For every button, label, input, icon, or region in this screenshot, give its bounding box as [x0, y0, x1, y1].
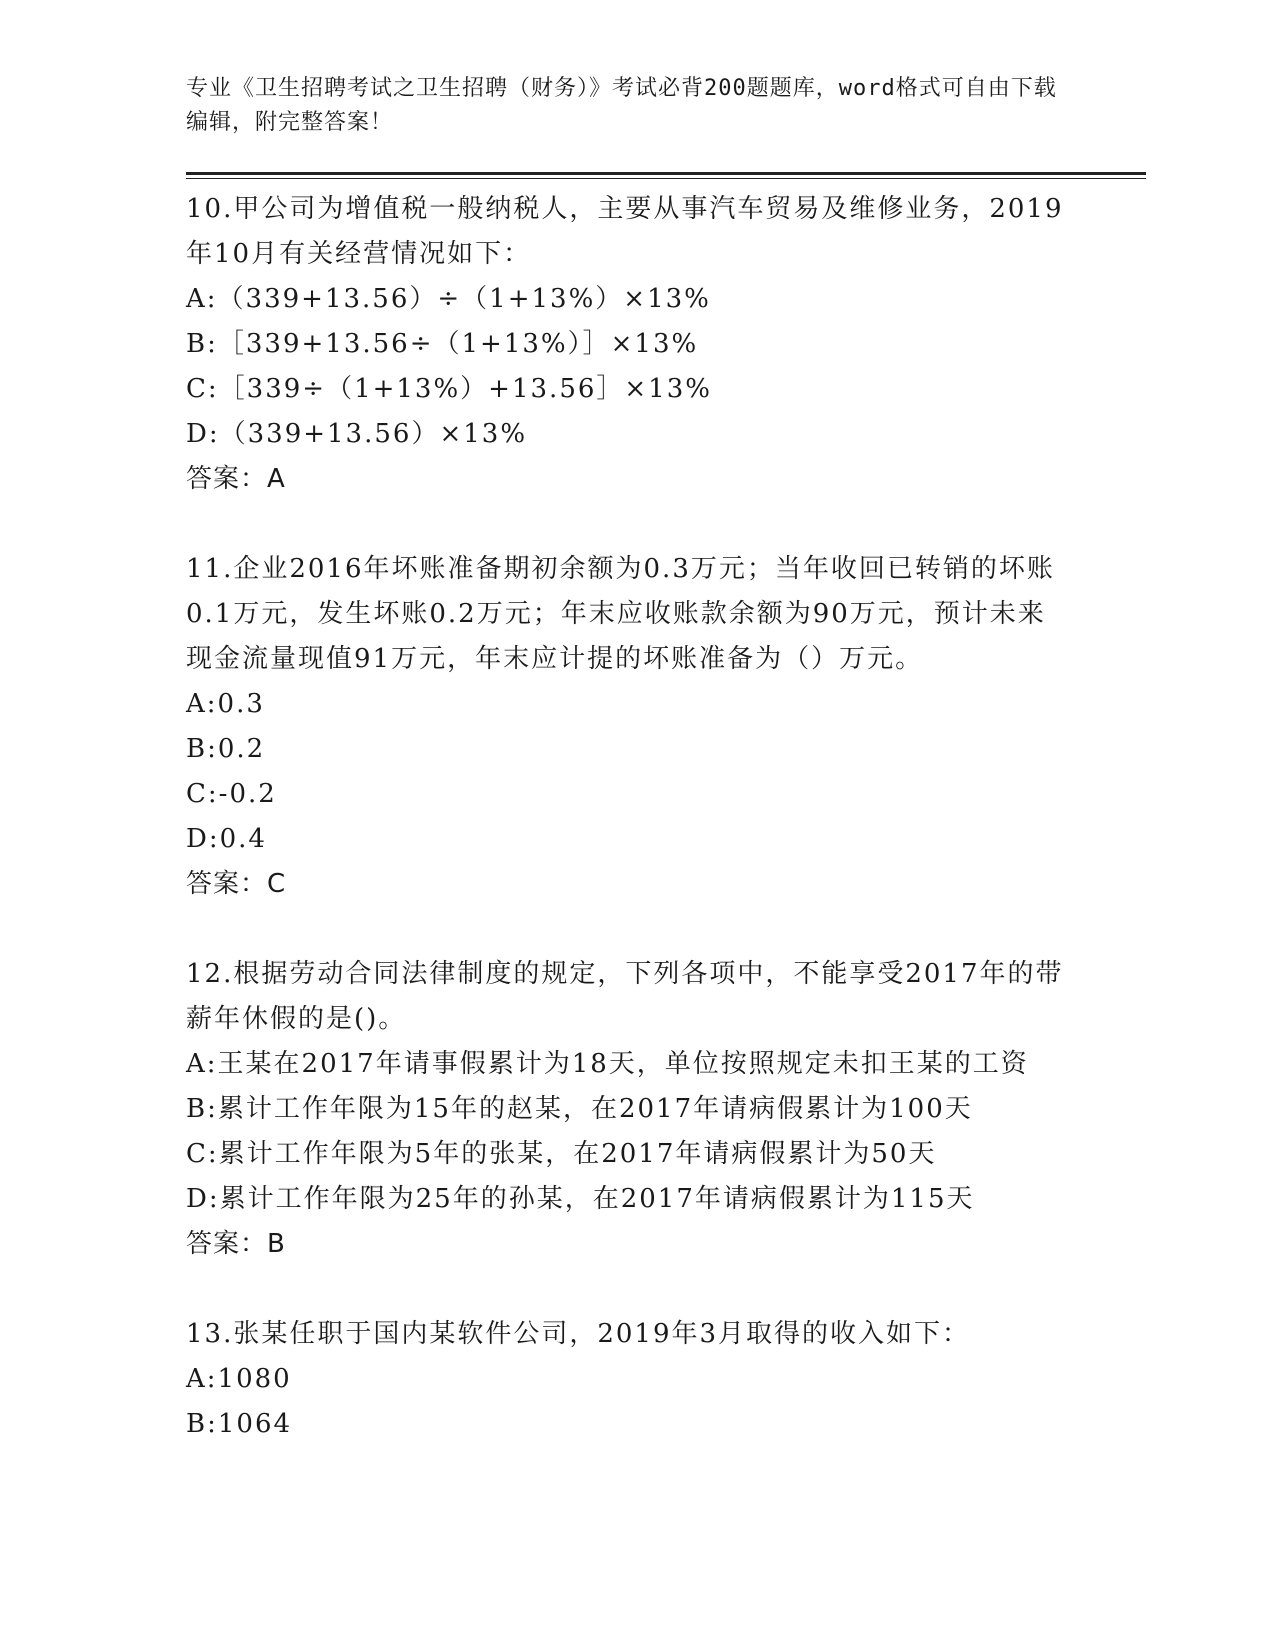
answer-text: 答案：C — [186, 869, 287, 899]
question-12 — [186, 952, 1146, 1267]
question-text: 11.企业2016年坏账准备期初余额为0.3万元；当年收回已转销的坏账0.1万元，发生坏账0.2万元；年末应收账款余额为90万元，预计未来现金流量现值91万元，年末应计提的坏账准备为（）万元。 — [186, 554, 1055, 674]
option-b: B:［339+13.56÷（1+13%）］×13% — [186, 329, 699, 359]
option-b: B:累计工作年限为15年的赵某，在2017年请病假累计为100天 — [186, 1094, 973, 1124]
document-header: 专业《卫生招聘考试之卫生招聘（财务）》考试必背200题题库，word格式可自由下载编辑，附完整答案！ — [186, 76, 1057, 135]
header-divider-thick — [186, 172, 1146, 175]
option-c: C:累计工作年限为5年的张某，在2017年请病假累计为50天 — [186, 1139, 937, 1169]
option-b: B:1064 — [186, 1409, 293, 1439]
document-page — [186, 70, 1146, 1492]
question-text: 10.甲公司为增值税一般纳税人，主要从事汽车贸易及维修业务，2019年10月有关经营情况如下： — [186, 194, 1064, 269]
question-10 — [186, 187, 1146, 502]
question-list — [186, 187, 1146, 1447]
header-divider-thin — [186, 178, 1146, 179]
option-c: C:［339÷（1+13%）+13.56］×13% — [186, 374, 712, 404]
answer-text: 答案：B — [186, 1229, 286, 1259]
header-divider — [186, 172, 1146, 179]
question-text: 12.根据劳动合同法律制度的规定，下列各项中，不能享受2017年的带薪年休假的是()。 — [186, 959, 1064, 1034]
question-13 — [186, 1312, 1146, 1447]
option-a: A:0.3 — [186, 689, 265, 719]
option-c: C:-0.2 — [186, 779, 277, 809]
option-a: A:1080 — [186, 1364, 292, 1394]
option-b: B:0.2 — [186, 734, 266, 764]
option-d: D:0.4 — [186, 824, 267, 854]
question-text: 13.张某任职于国内某软件公司，2019年3月取得的收入如下： — [186, 1319, 971, 1349]
question-11 — [186, 547, 1146, 907]
option-d: D:（339+13.56）×13% — [186, 419, 528, 449]
option-d: D:累计工作年限为25年的孙某，在2017年请病假累计为115天 — [186, 1184, 975, 1214]
answer-text: 答案：A — [186, 464, 286, 494]
option-a: A:王某在2017年请事假累计为18天，单位按照规定未扣王某的工资 — [186, 1049, 1029, 1079]
option-a: A:（339+13.56）÷（1+13%）×13% — [186, 284, 711, 314]
